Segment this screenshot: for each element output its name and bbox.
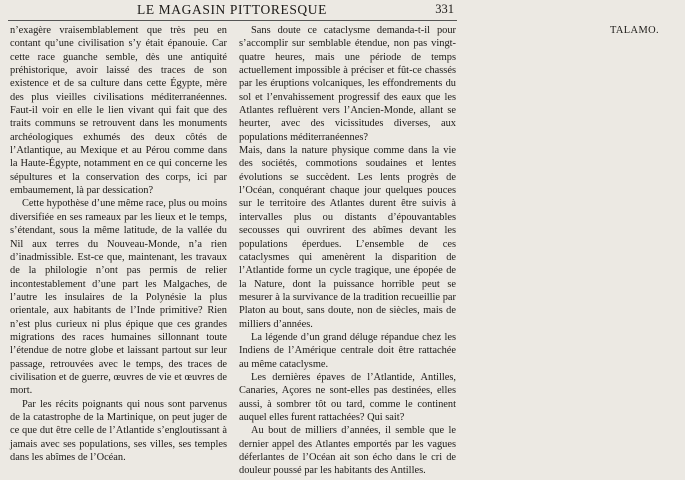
paragraph: Les dernières épaves de l’Atlantide, Antilles, Canaries, Açores ne sont-elles pas destinées, elles aussi, à sombrer tôt ou tard, comme le continent auquel elles furent rattachées? Qui sait? [239, 371, 456, 423]
paragraph: Par les récits poignants qui nous sont parvenus de la catastrophe de la Martinique, on peut juger de ce que dut être celle de l’Atlantide s’engloutissant à jamais avec ses populations, ses villes, ses temples dans les abîmes de l’Océan. [10, 398, 227, 463]
magazine-title: LE MAGASIN PITTORESQUE [137, 2, 327, 17]
paragraph: Mais, dans la nature physique comme dans la vie des sociétés, commotions soudaines et lentes évolutions se succèdent. Les lents progrès de l’Océan, conquérant chaque jour quelques pouces sur le territoire des Atlantes durent être suivis à intervalles plus ou distants d’épouvantables secousses qui ouvrirent des abîmes devant les populations éperdues. L’ensemble de ces cataclysmes qui amenèrent la disparition de l’Atlantide forme un cycle tragique, une épopée de la Nature, dont la puissance horrible peut se mesurer à la survivance de la tradition recueillie par Platon au bout, sans doute, non de siècles, mais de milliers d’années. [239, 145, 456, 330]
paragraph: Cette hypothèse d’une même race, plus ou moins diversifiée en ses rameaux par les lieux et le temps, s’étendant, sous la même latitude, de la vallée du Nil aux terres du Nouveau-Monde, n’a rien d’inadmissible. Est-ce que, maintenant, les travaux de la philologie n’ont pas permis de relier incontestablement d’une part les Malgaches, de l’autre les insulaires de la Polynésie la plus orientale, aux habitants de l’Inde primitive? Rien n’est plus curieux ni plus épique que ces grandes migrations des races humaines sillonnant toute l’étendue de notre globe et laissant partout sur leur passage, retrouvées avec le temps, des traces de civilisation et de guerre, œuvres de vie et œuvres de mort. [10, 198, 227, 397]
running-header [10, 2, 454, 20]
paragraph-continued: n’exagère vraisemblablement que très peu en contant qu’une civilisation s’y était épanouie. Car cette race guanche semble, dès une antiquité préhistorique, avoir laissé des traces de son existence et de sa culture dans cette Égypte, mère des plus vieilles civilisations méditerranéennes. Faut-il voir en elle le lien vivant qui fait que des traits communs se retrouvent dans les monuments archéologiques exhumés des deux côtés de l’Atlantique, au Mexique et au Pérou comme dans la Haute-Égypte, notamment en ce qui concerne les sépultures et la conservation des corps, ici par embaumement, là par dessication? [10, 25, 227, 197]
author-signature: TALAMO. [609, 25, 659, 36]
paragraph: Sans doute ce cataclysme demanda-t-il pour s’accomplir sur semblable étendue, non pas vingt-quatre heures, mais une période de temps actuellement impossible à préciser et fût-ce chassés par les éruptions volcaniques, les effondrements du sol et l’envahissement progressif des eaux que les Atlantes refluèrent vers l’Ancien-Monde, allant se heurter, avec des vicissitudes diverses, aux populations méditerranéennes? [239, 25, 456, 143]
page-number: 331 [435, 2, 454, 16]
paragraph: Au bout de milliers d’années, il semble que le dernier appel des Atlantes emportés par les vagues déferlantes de l’Océan ait son écho dans le cri de douleur poussé par les habitants des Antilles. [239, 425, 456, 477]
paragraph: La légende d’un grand déluge répandue chez les Indiens de l’Amérique centrale doit être rattachée au même cataclysme. [239, 331, 456, 370]
article-body [10, 24, 659, 480]
header-rule [8, 20, 457, 21]
